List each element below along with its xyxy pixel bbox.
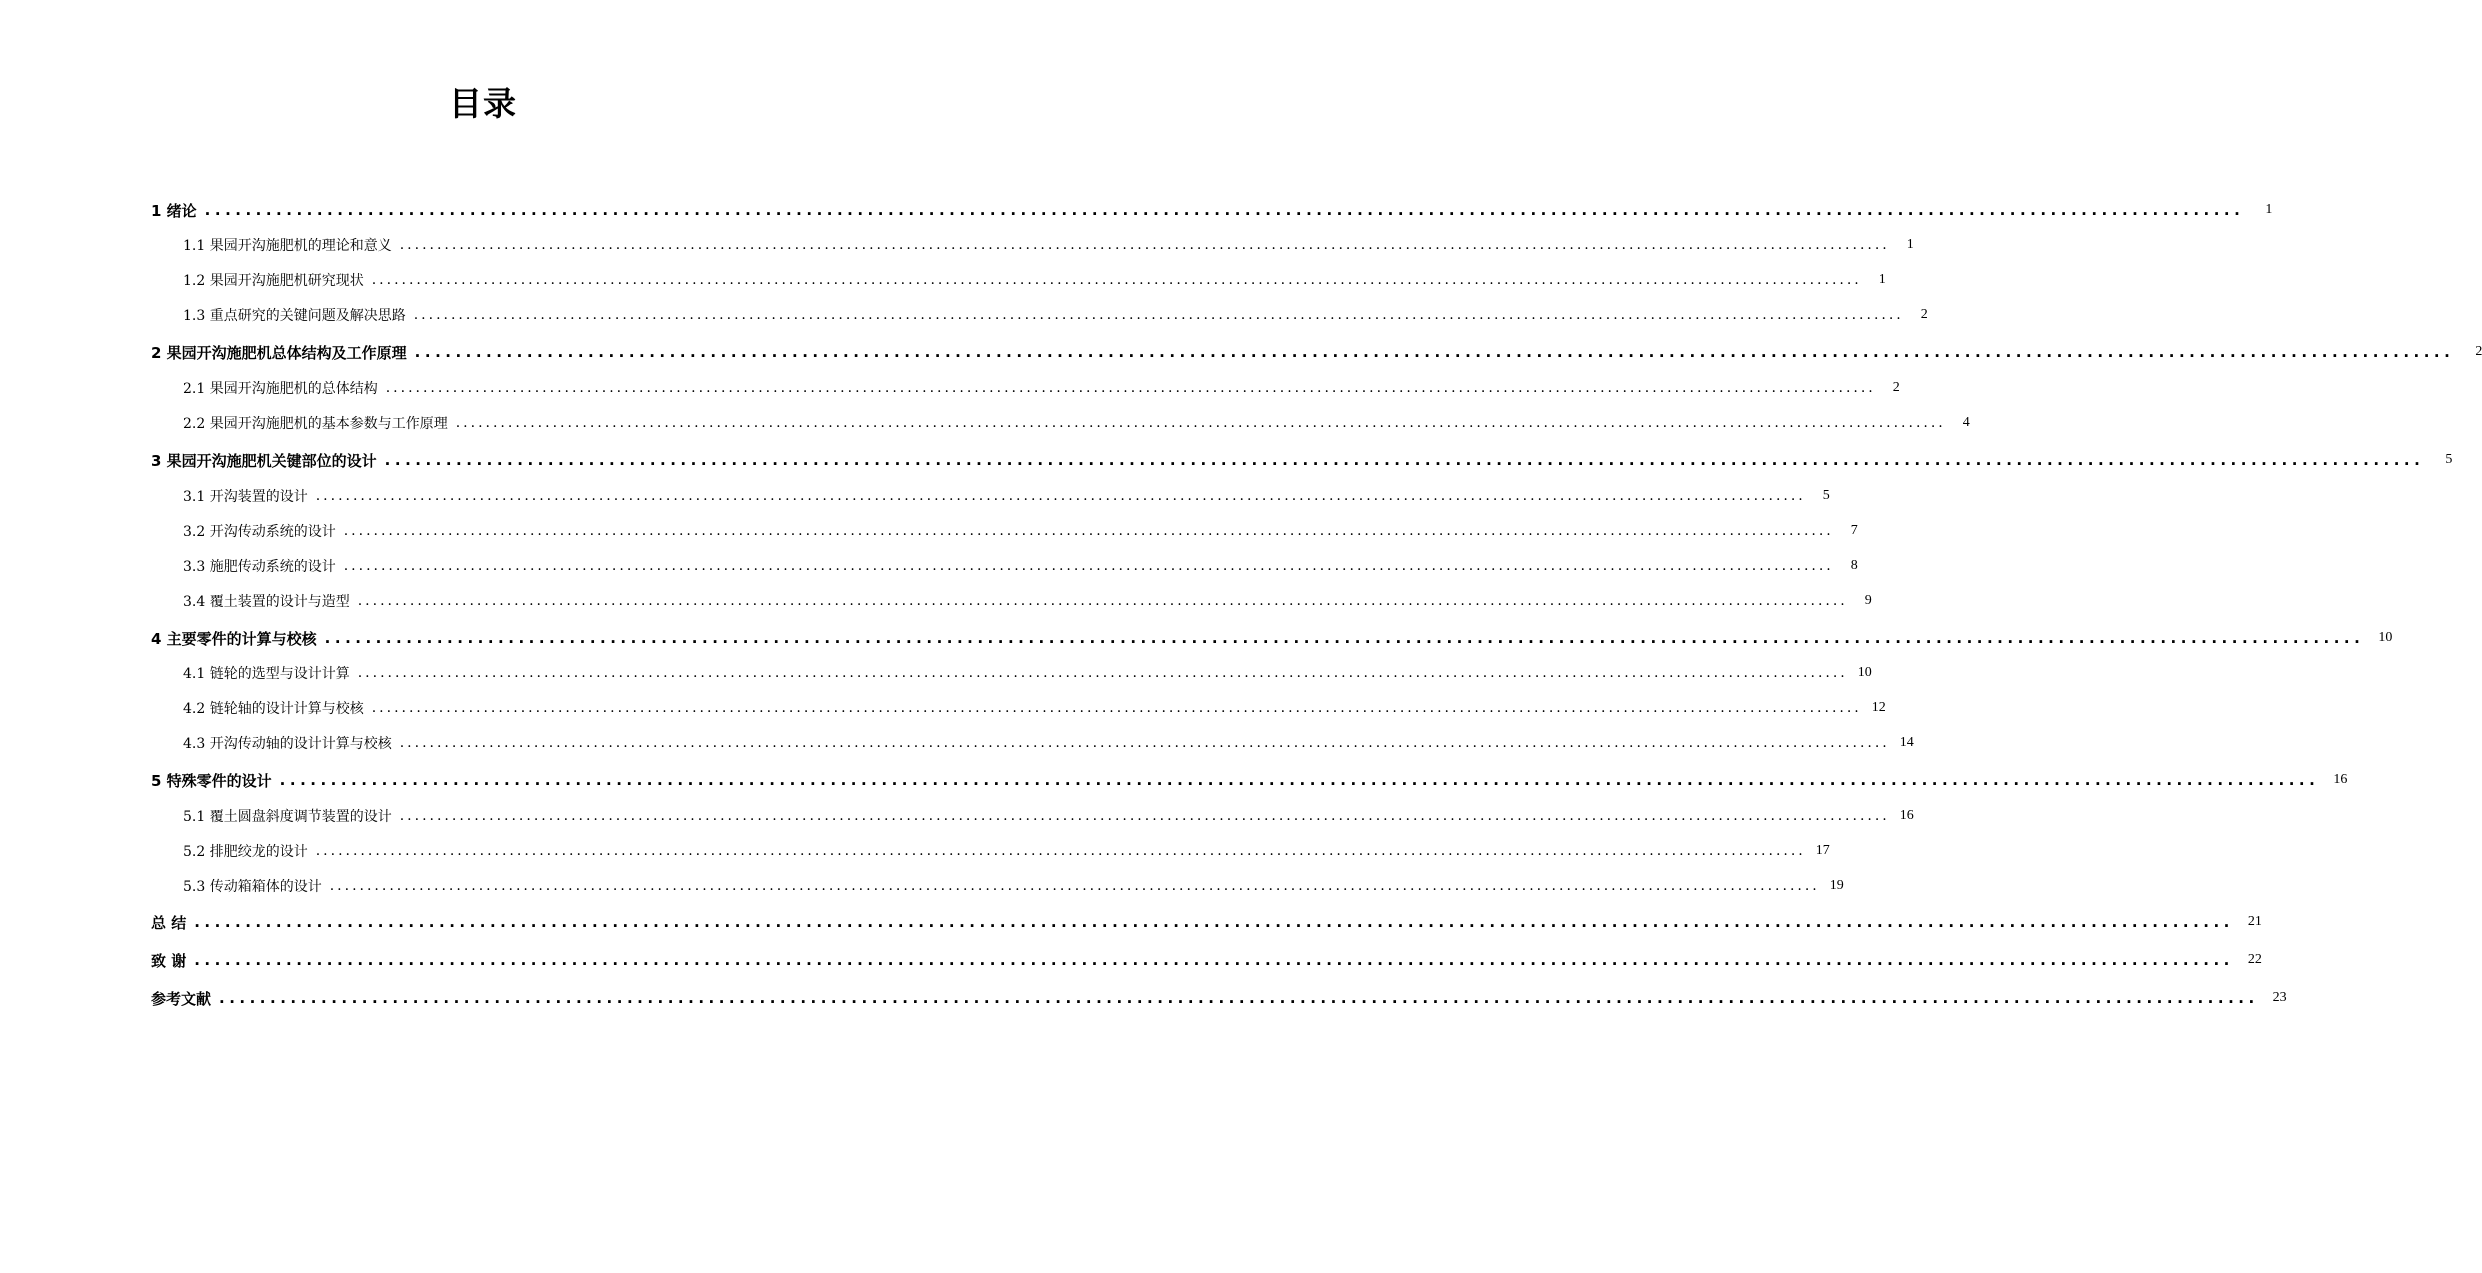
toc-page-number: 4 [1962,415,1970,430]
toc-page-number: 2 [1892,380,1900,395]
toc-page-number: 1 [1878,272,1886,287]
toc-page-number: 23 [2272,990,2287,1005]
toc-page-number: 16 [1899,808,1914,823]
toc-section-entry [183,268,1886,292]
toc-chapter-entry [151,948,2262,972]
toc-chapter-entry [151,626,2393,650]
toc-page-number: 5 [2445,452,2453,467]
toc-entry-label: 2.1 果园开沟施肥机的总体结构 [183,381,378,397]
toc-entry-label: 1.1 果园开沟施肥机的理论和意义 [183,238,392,254]
toc-section-entry [183,303,1928,327]
toc-page-number: 12 [1871,700,1886,715]
toc-chapter-entry [151,198,2273,222]
toc-page-number: 22 [2247,952,2262,967]
toc-page-number: 17 [1815,843,1830,858]
toc-page-number: 2 [1920,307,1928,322]
toc-page-number: 7 [1850,523,1858,538]
toc-page-number: 10 [1857,665,1872,680]
toc-leader-dots: ........................................................................................................................................................................................................ [413,307,1904,323]
toc-entry-label: 4.3 开沟传动轴的设计计算与校核 [183,736,392,752]
toc-section-entry [183,484,1830,508]
toc-chapter-entry [151,448,2453,472]
toc-section-entry [183,411,1970,435]
toc-entry-label: 3.1 开沟装置的设计 [183,489,308,505]
toc-chapter-entry [151,986,2287,1010]
toc-entry-label: 4 主要零件的计算与校核 [151,629,317,648]
toc-leader-dots: ........................................................................................................................................................................................................ [329,878,1820,894]
toc-leader-dots: ........................................................................................................................................................................................................ [194,913,2234,931]
toc-leader-dots: ........................................................................................................................................................................................................ [385,380,1876,396]
toc-leader-dots: ........................................................................................................................................................................................................ [357,593,1848,609]
toc-section-entry [183,589,1872,613]
toc-leader-dots: ........................................................................................................................................................................................................ [315,488,1806,504]
toc-chapter-entry [151,768,2348,792]
toc-page-number: 19 [1829,878,1844,893]
toc-leader-dots: ........................................................................................................................................................................................................ [384,451,2425,469]
toc-entry-label: 2 果园开沟施肥机总体结构及工作原理 [151,343,407,362]
toc-page-number: 14 [1899,735,1914,750]
toc-entry-label: 1 绪论 [151,201,197,220]
toc-entry-label: 1.2 果园开沟施肥机研究现状 [183,273,364,289]
toc-page-number: 21 [2247,914,2262,929]
toc-page-number: 9 [1864,593,1872,608]
toc-entry-label: 4.2 链轮轴的设计计算与校核 [183,701,364,717]
toc-entry-label: 5.1 覆土圆盘斜度调节装置的设计 [183,809,392,825]
toc-page-number: 1 [2265,202,2273,217]
toc-section-entry [183,696,1886,720]
toc-chapter-entry [151,910,2262,934]
toc-leader-dots: ........................................................................................................................................................................................................ [343,558,1834,574]
toc-leader-dots: ........................................................................................................................................................................................................ [204,201,2245,219]
toc-leader-dots: ........................................................................................................................................................................................................ [371,272,1862,288]
toc-entry-label: 5 特殊零件的设计 [151,771,272,790]
toc-section-entry [183,233,1914,257]
toc-entry-label: 3.2 开沟传动系统的设计 [183,524,336,540]
toc-section-entry [183,804,1914,828]
toc-entry-label: 3.3 施肥传动系统的设计 [183,559,336,575]
toc-page-number: 5 [1822,488,1830,503]
toc-entry-label: 1.3 重点研究的关键问题及解决思路 [183,308,406,324]
toc-leader-dots: ........................................................................................................................................................................................................ [324,629,2365,647]
toc-entry-label: 参考文献 [151,989,212,1008]
toc-entry-label: 5.2 排肥绞龙的设计 [183,844,308,860]
toc-entry-label: 致 谢 [151,951,187,970]
toc-leader-dots: ........................................................................................................................................................................................................ [315,843,1806,859]
toc-chapter-entry [151,340,2482,364]
toc-leader-dots: ........................................................................................................................................................................................................ [455,415,1946,431]
toc-entry-label: 4.1 链轮的选型与设计计算 [183,666,350,682]
toc-section-entry [183,839,1830,863]
toc-page-number: 10 [2378,630,2393,645]
toc-entry-label: 2.2 果园开沟施肥机的基本参数与工作原理 [183,416,448,432]
toc-section-entry [183,661,1872,685]
toc-entry-label: 3.4 覆土装置的设计与造型 [183,594,350,610]
toc-leader-dots: ........................................................................................................................................................................................................ [371,700,1862,716]
toc-page-number: 2 [2475,344,2482,359]
toc-entry-label: 总 结 [151,913,187,932]
toc-page-number: 8 [1850,558,1858,573]
toc-section-entry [183,519,1858,543]
toc-leader-dots: ........................................................................................................................................................................................................ [219,989,2259,1007]
toc-section-entry [183,554,1858,578]
toc-leader-dots: ........................................................................................................................................................................................................ [279,771,2320,789]
toc-leader-dots: ........................................................................................................................................................................................................ [399,735,1890,751]
toc-leader-dots: ........................................................................................................................................................................................................ [399,237,1890,253]
toc-section-entry [183,874,1844,898]
toc-leader-dots: ........................................................................................................................................................................................................ [357,665,1848,681]
toc-page-number: 16 [2333,772,2348,787]
toc-leader-dots: ........................................................................................................................................................................................................ [194,951,2234,969]
page-title: 目录 [449,84,517,123]
toc-leader-dots: ........................................................................................................................................................................................................ [414,343,2455,361]
toc-leader-dots: ........................................................................................................................................................................................................ [399,808,1890,824]
toc-leader-dots: ........................................................................................................................................................................................................ [343,523,1834,539]
toc-page-number: 1 [1906,237,1914,252]
toc-section-entry [183,376,1900,400]
toc-entry-label: 5.3 传动箱箱体的设计 [183,879,322,895]
toc-entry-label: 3 果园开沟施肥机关键部位的设计 [151,451,377,470]
toc-section-entry [183,731,1914,755]
